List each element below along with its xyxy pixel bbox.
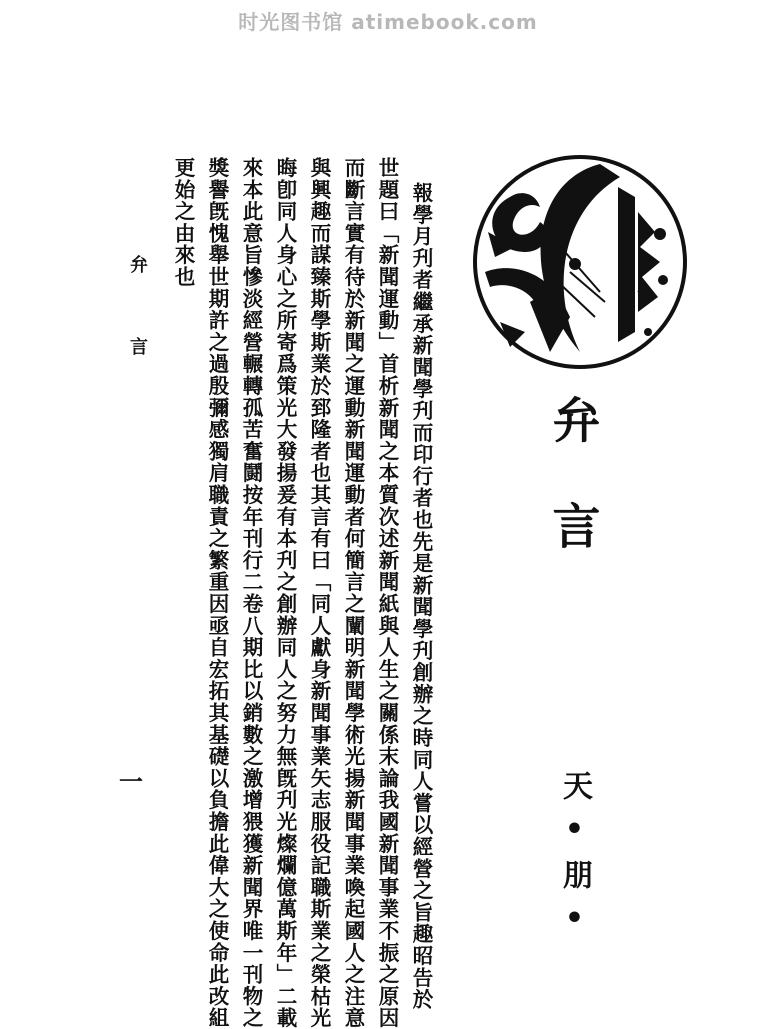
watermark: 时光图书馆 atimebook.com [238,10,538,34]
body-column-5: 晦卽同人身心之所寄爲策光大發揚爰有本刋之創辦同人之努力無旣刋光燦爛億萬斯年」二載 [273,157,297,1029]
article-title: 弁言 [544,395,600,607]
body-column-3: 而斷言實有待於新聞之運動新聞運動者何簡言之闡明新聞學術光揚新聞事業喚起國人之注意 [341,157,365,1029]
body-column-8: 更始之由來也 [171,157,195,288]
woodcut-emblem [470,152,690,372]
body-column-2: 世題曰「新聞運動」首析新聞之本質次述新聞紙與人生之關係末論我國新聞事業不振之原因 [375,157,399,1029]
page-number: 一 [119,767,143,796]
body-column-7: 獎譽旣愧舉世期許之過殷彌感獨肩職責之繁重因亟自宏拓其基礎以負擔此偉大之使命此改組 [205,157,229,1029]
body-column-1: 報學月刋者繼承新聞學刋而印行者也先是新聞學刋創辦之時同人嘗以經營之旨趣昭告於 [409,182,433,1011]
body-column-6: 來本此意旨慘淡經營輾轉孤苦奮鬪按年刊行二卷八期比以銷數之激增猥獲新聞界唯一刊物之 [239,157,263,1029]
running-title: 弁言 [127,255,148,419]
author-name: 天•朋• [557,770,592,948]
body-column-4: 與興趣而謀臻斯學斯業於郅隆者也其言有曰「同人獻身新聞事業矢志服役記職斯業之榮枯光 [307,157,331,1029]
